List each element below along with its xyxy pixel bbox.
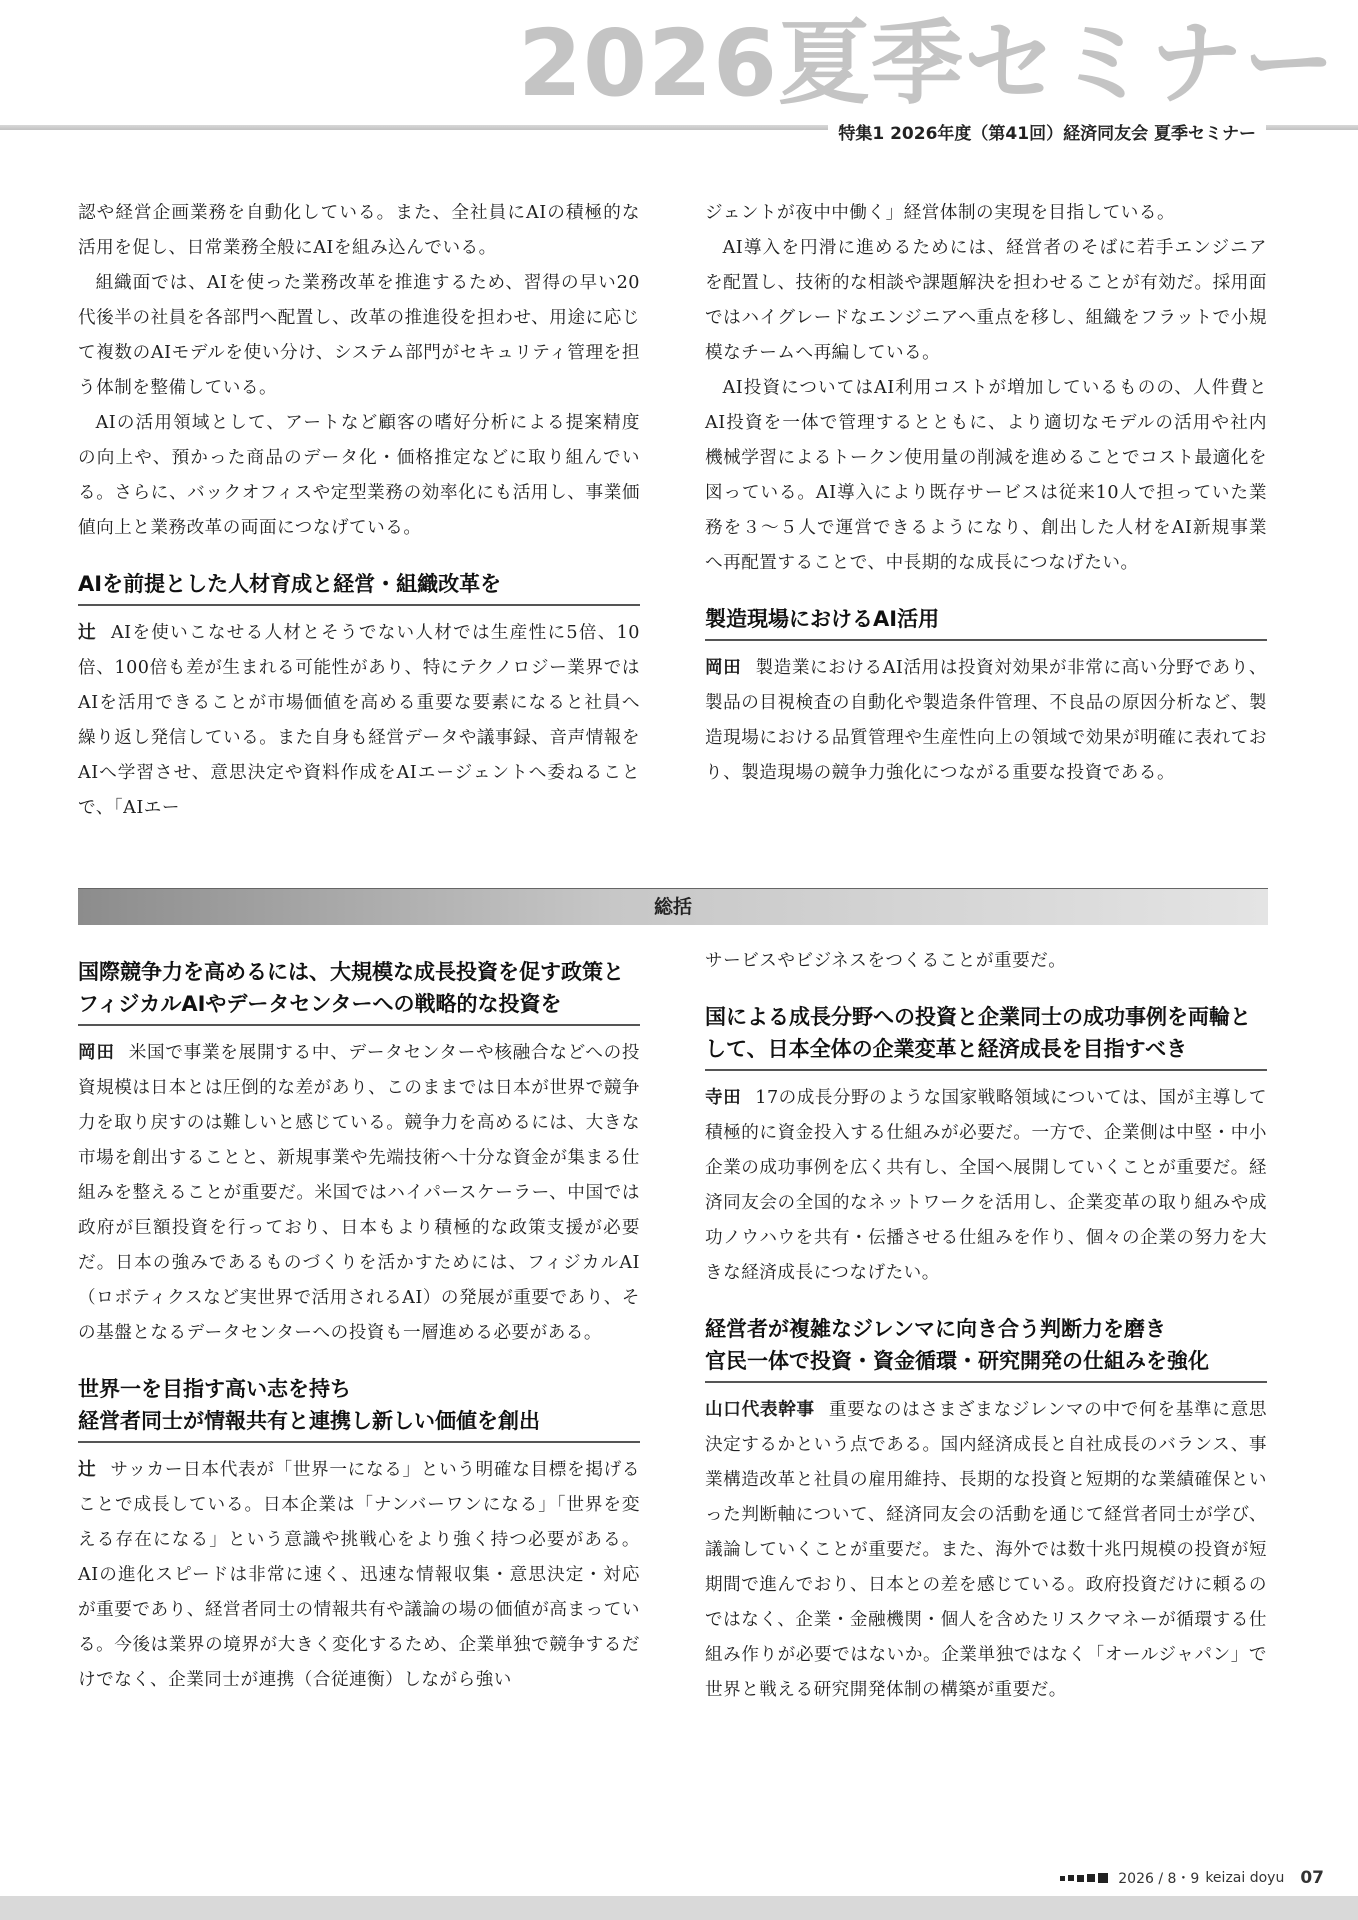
paragraph-text: 米国で事業を展開する中、データセンターや核融合などへの投資規模は日本とは圧倒的な差があり、このままでは日本が世界で競争力を取り戻すのは難しいと感じている。競争力を高めるには、大きな市場を創出することと、新規事業や先端技術へ十分な資金が集まる仕組みを整えることが重要だ。米国ではハイパースケーラー、中国では政府が巨額投資を行っており、日本もより積極的な政策支援が必要だ。日本の強みであるものづくりを活かすためには、フィジカルAI（ロボティクスなど実世界で活用されるAI）の発展が重要であり、その基盤となるデータセンターへの投資も一層進める必要がある。 [78,1043,640,1343]
publication-name: keizai doyu [1205,1870,1285,1886]
heading-line: 国による成長分野への投資と企業同士の成功事例を両輪と [705,1005,1251,1029]
speaker-name: 山口代表幹事 [705,1400,815,1420]
heading-line: 国際競争力を高めるには、大規模な成長投資を促す政策と [78,960,624,984]
section-heading [78,568,640,606]
section-heading [705,603,1267,641]
footer-squares-icon [1060,1873,1108,1883]
heading-line: して、日本全体の企業変革と経済成長を目指すべき [705,1037,1188,1061]
body-paragraph [705,1081,1267,1291]
body-paragraph [78,406,640,546]
heading-line: 製造現場におけるAI活用 [705,607,940,631]
feature-subtitle: 特集1 2026年度（第41回）経済同友会 夏季セミナー [828,120,1266,148]
speaker-name: 岡田 [78,1043,115,1063]
heading-line: AIを前提とした人材育成と経営・組織改革を [78,572,502,596]
body-paragraph [78,1453,640,1698]
heading-line: 官民一体で投資・資金循環・研究開発の仕組みを強化 [705,1349,1209,1373]
body-paragraph [78,1036,640,1351]
summary-section-bar [78,888,1268,925]
speaker-name: 辻 [78,623,97,643]
body-paragraph [78,266,640,406]
body-paragraph [705,944,1267,979]
body-paragraph [705,371,1267,581]
section-heading [78,956,640,1026]
paragraph-text: AI投資についてはAI利用コストが増加しているものの、人件費とAI投資を一体で管理するとともに、より適切なモデルの活用や社内機械学習によるトークン使用量の削減を進めることでコスト最適化を図っている。AI導入により既存サービスは従来10人で担っていた業務を３～５人で運営できるようになり、創出した人材をAI新規事業へ再配置することで、中長期的な成長につなげたい。 [705,378,1267,573]
body-paragraph [705,1393,1267,1708]
section-heading [705,1313,1267,1383]
page-footer [1060,1868,1324,1888]
paragraph-text: AI導入を円滑に進めるためには、経営者のそばに若手エンジニアを配置し、技術的な相談や課題解決を担わせることが有効だ。採用面ではハイグレードなエンジニアへ重点を移し、組織をフラットで小規模なチームへ再編している。 [705,238,1267,363]
section-heading [705,1001,1267,1071]
speaker-name: 寺田 [705,1088,742,1108]
paragraph-text: AIを使いこなせる人材とそうでない人材では生産性に5倍、10倍、100倍も差が生まれる可能性があり、特にテクノロジー業界ではAIを活用できることが市場価値を高める重要な要素になると社員へ繰り返し発信している。また自身も経営データや議事録、音声情報をAIへ学習させ、意思決定や資料作成をAIエージェントへ委ねることで、「AIエー [78,623,640,818]
paragraph-text: 重要なのはさまざまなジレンマの中で何を基準に意思決定するかという点である。国内経済成長と自社成長のバランス、事業構造改革と社員の雇用維持、長期的な投資と短期的な業績確保といった判断軸について、経済同友会の活動を通じて経営者同士が学び、議論していくことが重要だ。また、海外では数十兆円規模の投資が短期間で進んでおり、日本との差を感じている。政府投資だけに頼るのではなく、企業・金融機関・個人を含めたリスクマネーが循環する仕組み作りが必要ではないか。企業単独ではなく「オールジャパン」で世界と戦える研究開発体制の構築が重要だ。 [705,1400,1267,1700]
paragraph-text: サービスやビジネスをつくることが重要だ。 [705,951,1067,971]
heading-line: 世界一を目指す高い志を持ち [78,1377,351,1401]
page-number: 07 [1300,1868,1324,1888]
speaker-name: 岡田 [705,658,742,678]
paragraph-text: 17の成長分野のような国家戦略領域については、国が主導して積極的に資金投入する仕組みが必要だ。一方で、企業側は中堅・中小企業の成功事例を広く共有し、全国へ展開していくことが重要だ。経済同友会の全国的なネットワークを活用し、企業変革の取り組みや成功ノウハウを共有・伝播させる仕組みを作り、個々の企業の努力を大きな経済成長につなげたい。 [705,1088,1267,1283]
body-paragraph [78,616,640,826]
bottom-left-column [78,944,640,1698]
paragraph-text: AIの活用領域として、アートなど顧客の嗜好分析による提案精度の向上や、預かった商品のデータ化・価格推定などに取り組んでいる。さらに、バックオフィスや定型業務の効率化にも活用し、事業価値向上と業務改革の両面につなげている。 [78,413,640,538]
paragraph-text: 製造業におけるAI活用は投資対効果が非常に高い分野であり、製品の目視検査の自動化や製造条件管理、不良品の原因分析など、製造現場における品質管理や生産性向上の領域で効果が明確に表れており、製造現場の競争力強化につながる重要な投資である。 [705,658,1267,783]
paragraph-text: サッカー日本代表が「世界一になる」という明確な目標を掲げることで成長している。日本企業は「ナンバーワンになる」「世界を変える存在になる」という意識や挑戦心をより強く持つ必要がある。AIの進化スピードは非常に速く、迅速な情報収集・意思決定・対応が重要であり、経営者同士の情報共有や議論の場の価値が高まっている。今後は業界の境界が大きく変化するため、企業単独で競争するだけでなく、企業同士が連携（合従連衡）しながら強い [78,1460,640,1690]
section-heading [78,1373,640,1443]
heading-line: 経営者が複雑なジレンマに向き合う判断力を磨き [705,1317,1166,1341]
section-label: 総括 [653,896,692,918]
body-paragraph [705,651,1267,791]
top-right-column [705,196,1267,791]
heading-line: 経営者同士が情報共有と連携し新しい価値を創出 [78,1409,540,1433]
footer-band [0,1896,1358,1920]
paragraph-text: 認や経営企画業務を自動化している。また、全社員にAIの積極的な活用を促し、日常業務全般にAIを組み込んでいる。 [78,203,640,258]
speaker-name: 辻 [78,1460,97,1480]
bottom-right-column [705,944,1267,1708]
paragraph-text: 組織面では、AIを使った業務改革を推進するため、習得の早い20代後半の社員を各部門へ配置し、改革の推進役を担わせ、用途に応じて複数のAIモデルを使い分け、システム部門がセキュリティ管理を担う体制を整備している。 [78,273,640,398]
body-paragraph [78,196,640,266]
body-paragraph [705,196,1267,231]
top-left-column [78,196,640,826]
issue-date: 2026 / 8・9 [1118,1871,1200,1887]
heading-line: フィジカルAIやデータセンターへの戦略的な投資を [78,992,562,1016]
body-paragraph [705,231,1267,371]
page-header-title: 2026夏季セミナー [517,10,1336,117]
paragraph-text: ジェントが夜中中働く」経営体制の実現を目指している。 [705,203,1176,223]
